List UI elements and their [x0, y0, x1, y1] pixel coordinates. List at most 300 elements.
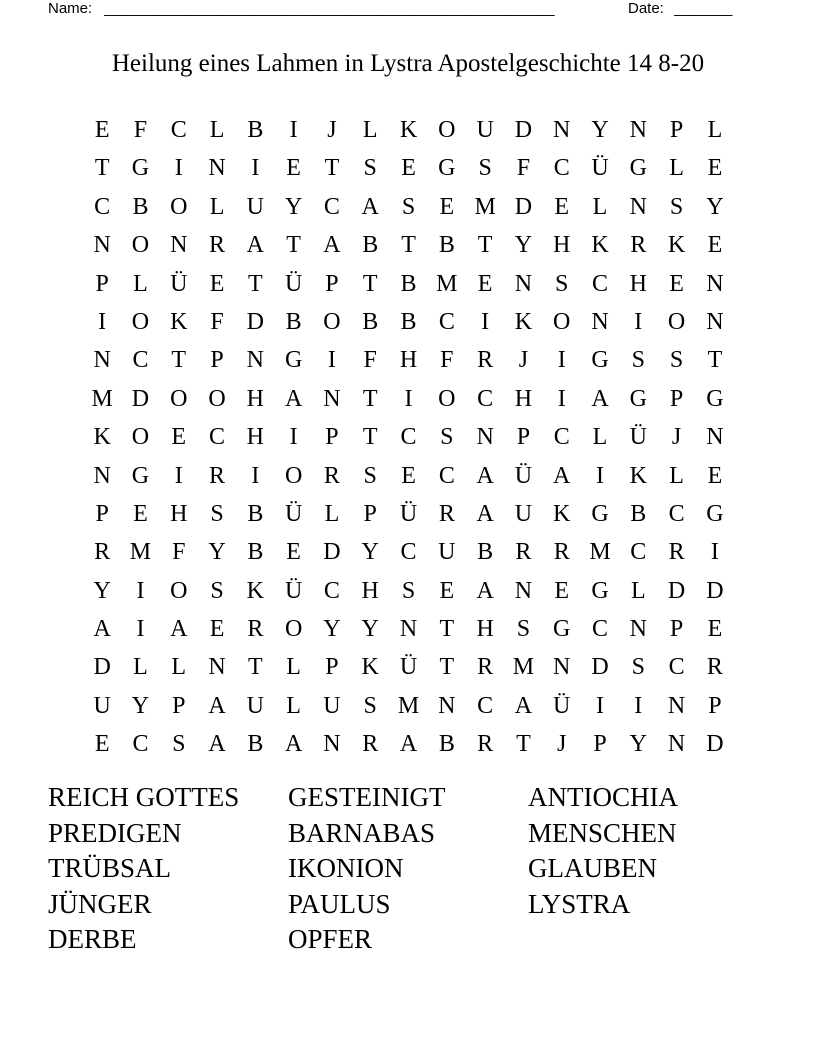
grid-cell[interactable]: I [289, 117, 298, 143]
grid-cell[interactable]: J [671, 424, 682, 451]
grid-cell[interactable]: I [289, 424, 298, 451]
grid-cell[interactable]: I [251, 155, 260, 182]
grid-cell[interactable]: G [706, 500, 724, 527]
grid-row [83, 421, 734, 459]
grid-cell[interactable]: F [363, 347, 377, 374]
grid-cell[interactable]: C [209, 424, 226, 451]
grid-cell[interactable]: N [323, 385, 341, 412]
grid-cell[interactable]: N [323, 731, 341, 758]
grid-cell[interactable]: Ü [553, 692, 571, 719]
grid-cell[interactable]: G [629, 385, 647, 412]
grid-row [83, 114, 734, 152]
grid-cell[interactable]: L [286, 654, 301, 681]
grid-cell[interactable]: B [247, 117, 264, 143]
grid-cell[interactable]: R [477, 731, 494, 758]
grid-cell[interactable]: B [247, 731, 264, 758]
grid-cell[interactable]: N [706, 270, 724, 297]
grid-cell[interactable]: Y [323, 616, 341, 643]
grid-cell[interactable]: L [592, 424, 608, 451]
grid-cell[interactable]: J [327, 117, 337, 143]
grid-cell[interactable]: R [438, 500, 455, 527]
grid-cell[interactable]: E [286, 155, 301, 182]
grid-cell[interactable]: D [591, 654, 609, 681]
grid-cell[interactable]: R [630, 232, 647, 259]
grid-cell[interactable]: N [591, 308, 609, 335]
grid-cell[interactable]: D [706, 731, 724, 758]
grid-cell[interactable]: H [246, 385, 264, 412]
grid-cell[interactable]: N [629, 117, 647, 143]
grid-cell[interactable]: N [667, 731, 686, 758]
grid-cell[interactable]: L [171, 654, 187, 681]
grid-cell[interactable]: B [400, 308, 417, 335]
grid-cell[interactable]: O [323, 308, 341, 335]
grid-cell[interactable]: H [170, 500, 188, 527]
word-list-item: OPFER [288, 924, 373, 954]
grid-cell[interactable]: Ü [399, 654, 418, 681]
grid-cell[interactable]: R [477, 347, 494, 374]
grid-cell[interactable]: N [514, 270, 533, 297]
grid-cell[interactable]: E [707, 616, 723, 643]
grid-cell[interactable]: K [667, 232, 686, 259]
grid-cell[interactable]: S [631, 654, 645, 681]
grid-cell[interactable]: A [170, 616, 188, 643]
grid-cell[interactable]: K [170, 308, 188, 335]
grid-cell[interactable]: A [514, 692, 533, 719]
grid-cell[interactable]: O [170, 385, 188, 412]
grid-cell[interactable]: K [514, 308, 533, 335]
grid-cell[interactable]: Y [591, 117, 609, 143]
grid-cell[interactable]: P [593, 731, 607, 758]
grid-cell[interactable]: C [132, 731, 149, 758]
grid-cell[interactable]: A [476, 462, 494, 489]
grid-cell[interactable]: I [98, 308, 107, 335]
grid-cell[interactable]: A [284, 385, 303, 412]
grid-cell[interactable]: K [399, 117, 418, 143]
grid-cell[interactable]: E [707, 155, 723, 182]
grid-cell[interactable]: R [209, 462, 226, 489]
grid-cell[interactable]: T [707, 347, 723, 374]
grid-cell[interactable]: T [248, 270, 263, 297]
grid-cell[interactable]: G [591, 577, 609, 604]
grid-cell[interactable]: L [133, 270, 148, 297]
grid-cell[interactable]: N [514, 577, 533, 604]
grid-cell[interactable]: N [208, 654, 226, 681]
grid-cell[interactable]: P [95, 500, 109, 527]
grid-cell[interactable]: S [669, 347, 684, 374]
letter-grid [83, 114, 734, 767]
grid-cell[interactable]: D [131, 385, 150, 412]
grid-cell[interactable]: Y [208, 539, 226, 566]
grid-cell[interactable]: N [438, 692, 456, 719]
grid-cell[interactable]: L [592, 193, 608, 220]
grid-row [83, 575, 734, 613]
grid-cell[interactable]: B [438, 232, 455, 259]
grid-cell[interactable]: S [516, 616, 531, 643]
grid-cell[interactable]: O [284, 616, 303, 643]
grid-cell[interactable]: S [440, 424, 454, 451]
grid-cell[interactable]: M [474, 193, 496, 220]
grid-cell[interactable]: H [361, 577, 379, 604]
grid-cell[interactable]: D [514, 117, 533, 143]
grid-cell[interactable]: J [518, 347, 529, 374]
grid-cell[interactable]: C [132, 347, 149, 374]
grid-cell[interactable]: E [554, 193, 570, 220]
grid-cell[interactable]: A [361, 193, 379, 220]
grid-cell[interactable]: U [438, 539, 456, 566]
grid-cell[interactable]: R [323, 462, 340, 489]
date-blank-line: _______ [674, 0, 733, 17]
grid-cell[interactable]: N [93, 347, 111, 374]
grid-cell[interactable]: L [324, 500, 340, 527]
grid-cell[interactable]: F [516, 155, 531, 182]
grid-cell[interactable]: R [515, 539, 532, 566]
grid-cell[interactable]: G [553, 616, 571, 643]
grid-cell[interactable]: N [208, 155, 226, 182]
grid-cell[interactable]: G [284, 347, 303, 374]
grid-cell[interactable]: A [323, 232, 341, 259]
grid-cell[interactable]: A [208, 731, 226, 758]
grid-cell[interactable]: A [553, 462, 571, 489]
grid-cell[interactable]: M [512, 654, 535, 681]
grid-cell[interactable]: S [210, 500, 224, 527]
grid-cell[interactable]: T [248, 654, 263, 681]
grid-cell[interactable]: B [400, 270, 417, 297]
grid-cell[interactable]: T [286, 232, 301, 259]
grid-cell[interactable]: E [94, 117, 110, 143]
grid-cell[interactable]: B [362, 232, 379, 259]
grid-cell[interactable]: H [553, 232, 571, 259]
grid-cell[interactable]: C [438, 308, 455, 335]
grid-cell[interactable]: H [399, 347, 418, 374]
grid-cell[interactable]: L [209, 117, 225, 143]
grid-cell[interactable]: A [476, 577, 494, 604]
grid-cell[interactable]: U [246, 692, 264, 719]
grid-cell[interactable]: G [591, 347, 609, 374]
grid-cell[interactable]: N [399, 616, 418, 643]
grid-cell[interactable]: G [591, 500, 609, 527]
grid-cell[interactable]: E [209, 270, 225, 297]
grid-cell[interactable]: S [172, 731, 186, 758]
grid-cell[interactable]: P [210, 347, 224, 374]
grid-cell[interactable]: O [131, 232, 150, 259]
grid-cell[interactable]: H [514, 385, 533, 412]
grid-cell[interactable]: F [210, 308, 224, 335]
grid-cell[interactable]: T [401, 232, 416, 259]
word-list [48, 780, 768, 958]
grid-cell[interactable]: M [589, 539, 611, 566]
grid-cell[interactable]: N [93, 462, 111, 489]
grid-cell[interactable]: S [363, 462, 377, 489]
grid-cell[interactable]: C [592, 270, 609, 297]
grid-cell[interactable]: A [208, 692, 226, 719]
grid-cell[interactable]: L [630, 577, 646, 604]
grid-cell[interactable]: E [707, 232, 723, 259]
grid-cell[interactable]: R [209, 232, 226, 259]
grid-cell[interactable]: E [401, 462, 416, 489]
grid-cell[interactable]: E [439, 193, 455, 220]
grid-cell[interactable]: L [669, 462, 684, 489]
grid-cell[interactable]: D [323, 539, 341, 566]
grid-cell[interactable]: G [706, 385, 724, 412]
grid-cell[interactable]: S [631, 347, 645, 374]
grid-cell[interactable]: D [246, 308, 264, 335]
grid-cell[interactable]: E [209, 616, 225, 643]
grid-cell[interactable]: C [477, 692, 494, 719]
grid-cell[interactable]: E [286, 539, 301, 566]
grid-cell[interactable]: G [438, 155, 456, 182]
grid-cell[interactable]: E [171, 424, 187, 451]
grid-cell[interactable]: M [397, 692, 420, 719]
grid-cell[interactable]: L [362, 117, 378, 143]
grid-cell[interactable]: P [325, 424, 339, 451]
grid-cell[interactable]: P [325, 654, 339, 681]
grid-cell[interactable]: S [401, 193, 416, 220]
grid-cell[interactable]: I [174, 462, 183, 489]
grid-cell[interactable]: N [476, 424, 494, 451]
grid-cell[interactable]: E [94, 731, 110, 758]
grid-cell[interactable]: N [93, 232, 111, 259]
grid-cell[interactable]: C [323, 193, 340, 220]
grid-cell[interactable]: H [476, 616, 494, 643]
grid-cell[interactable]: F [172, 539, 186, 566]
grid-cell[interactable]: Ü [170, 270, 188, 297]
grid-cell[interactable]: Y [706, 193, 724, 220]
grid-cell[interactable]: Ü [284, 270, 303, 297]
grid-cell[interactable]: S [363, 155, 377, 182]
grid-cell[interactable]: B [477, 539, 494, 566]
grid-cell[interactable]: O [208, 385, 226, 412]
grid-cell[interactable]: K [361, 654, 379, 681]
grid-cell[interactable]: P [516, 424, 531, 451]
grid-cell[interactable]: O [131, 424, 150, 451]
grid-cell[interactable]: I [404, 385, 413, 412]
grid-cell[interactable]: E [439, 577, 455, 604]
grid-cell[interactable]: K [591, 232, 609, 259]
grid-cell[interactable]: Ü [514, 462, 533, 489]
grid-cell[interactable]: J [557, 731, 567, 758]
grid-cell[interactable]: P [669, 385, 684, 412]
grid-cell[interactable]: Y [629, 731, 647, 758]
grid-cell[interactable]: I [557, 385, 566, 412]
grid-cell[interactable]: N [667, 692, 686, 719]
grid-cell[interactable]: B [438, 731, 455, 758]
grid-cell[interactable]: G [629, 155, 647, 182]
grid-cell[interactable]: S [669, 193, 684, 220]
grid-cell[interactable]: R [94, 539, 111, 566]
grid-cell[interactable]: M [91, 385, 113, 412]
grid-cell[interactable]: Ü [284, 577, 303, 604]
grid-cell[interactable]: L [286, 692, 301, 719]
grid-cell[interactable]: T [94, 155, 110, 182]
grid-cell[interactable]: I [596, 692, 604, 719]
grid-row [83, 460, 734, 498]
grid-cell[interactable]: E [401, 155, 416, 182]
grid-cell[interactable]: I [557, 347, 566, 374]
grid-cell[interactable]: C [400, 424, 417, 451]
grid-cell[interactable]: L [209, 193, 225, 220]
grid-cell[interactable]: N [553, 117, 571, 143]
grid-cell[interactable]: P [669, 616, 684, 643]
grid-cell[interactable]: B [285, 308, 302, 335]
grid-cell[interactable]: Ü [284, 500, 303, 527]
grid-cell[interactable]: Ü [591, 155, 609, 182]
grid-cell[interactable]: E [477, 270, 493, 297]
grid-cell[interactable]: I [327, 347, 336, 374]
grid-cell[interactable]: K [246, 577, 264, 604]
grid-cell[interactable]: T [516, 731, 531, 758]
grid-cell[interactable]: K [93, 424, 111, 451]
grid-cell[interactable]: B [247, 500, 264, 527]
grid-cell[interactable]: R [668, 539, 685, 566]
grid-cell[interactable]: K [553, 500, 571, 527]
grid-cell[interactable]: O [170, 577, 188, 604]
grid-cell[interactable]: S [478, 155, 492, 182]
grid-cell[interactable]: F [440, 347, 454, 374]
grid-cell[interactable]: C [668, 500, 685, 527]
grid-cell[interactable]: U [93, 692, 111, 719]
grid-cell[interactable]: S [555, 270, 569, 297]
grid-cell[interactable]: C [170, 117, 187, 143]
grid-cell[interactable]: Y [514, 232, 533, 259]
grid-cell[interactable]: P [172, 692, 186, 719]
grid-cell[interactable]: Y [361, 616, 379, 643]
grid-cell[interactable]: L [133, 654, 148, 681]
grid-cell[interactable]: I [136, 577, 145, 604]
grid-cell[interactable]: O [131, 308, 150, 335]
grid-cell[interactable]: T [324, 155, 340, 182]
grid-cell[interactable]: I [634, 692, 643, 719]
grid-cell[interactable]: U [476, 117, 494, 143]
word-list-item: IKONION [288, 853, 404, 883]
grid-cell[interactable]: Y [284, 193, 303, 220]
grid-cell[interactable]: C [592, 616, 609, 643]
grid-cell[interactable]: G [131, 462, 150, 489]
grid-cell[interactable]: M [436, 270, 458, 297]
grid-cell[interactable]: E [669, 270, 684, 297]
grid-cell[interactable]: R [362, 731, 379, 758]
grid-cell[interactable]: S [363, 692, 377, 719]
grid-cell[interactable]: M [129, 539, 152, 566]
grid-cell[interactable]: P [95, 270, 109, 297]
grid-cell[interactable]: T [477, 232, 493, 259]
grid-cell[interactable]: E [133, 500, 148, 527]
grid-cell[interactable]: N [170, 232, 188, 259]
grid-cell[interactable]: O [667, 308, 686, 335]
grid-cell[interactable]: C [400, 539, 417, 566]
grid-cell[interactable]: U [246, 193, 264, 220]
grid-cell[interactable]: Y [361, 539, 379, 566]
grid-cell[interactable]: B [247, 539, 264, 566]
grid-cell[interactable]: C [553, 424, 570, 451]
grid-cell[interactable]: C [630, 539, 647, 566]
grid-cell[interactable]: T [362, 424, 378, 451]
grid-cell[interactable]: C [323, 577, 340, 604]
grid-cell[interactable]: O [438, 385, 456, 412]
grid-cell[interactable]: D [514, 193, 533, 220]
grid-cell[interactable]: Y [93, 577, 111, 604]
grid-cell[interactable]: A [284, 731, 303, 758]
grid-cell[interactable]: U [323, 692, 341, 719]
grid-cell[interactable]: A [399, 731, 418, 758]
grid-cell[interactable]: N [246, 347, 264, 374]
grid-cell[interactable]: T [171, 347, 187, 374]
grid-cell[interactable]: R [477, 654, 494, 681]
grid-cell[interactable]: N [553, 654, 571, 681]
grid-cell[interactable]: O [438, 117, 456, 143]
grid-cell[interactable]: I [634, 308, 643, 335]
grid-row [83, 498, 734, 536]
grid-cell[interactable]: B [132, 193, 149, 220]
grid-cell[interactable]: I [710, 539, 719, 566]
grid-cell[interactable]: P [669, 117, 684, 143]
grid-cell[interactable]: I [136, 616, 145, 643]
grid-cell[interactable]: U [514, 500, 533, 527]
grid-cell[interactable]: I [251, 462, 260, 489]
grid-cell[interactable]: N [629, 616, 647, 643]
grid-cell[interactable]: R [553, 539, 570, 566]
grid-cell[interactable]: R [706, 654, 723, 681]
grid-cell[interactable]: A [93, 616, 111, 643]
grid-cell[interactable]: H [246, 424, 264, 451]
grid-cell[interactable]: G [131, 155, 150, 182]
word-list-item: LYSTRA [528, 888, 631, 919]
grid-cell[interactable]: I [481, 308, 490, 335]
grid-cell[interactable]: T [362, 270, 378, 297]
grid-cell[interactable]: E [554, 577, 570, 604]
grid-cell[interactable]: T [362, 385, 378, 412]
grid-cell[interactable]: R [247, 616, 264, 643]
grid-cell[interactable]: A [246, 232, 264, 259]
grid-cell[interactable]: A [591, 385, 609, 412]
grid-cell[interactable]: D [93, 654, 111, 681]
grid-cell[interactable]: N [706, 424, 724, 451]
grid-cell[interactable]: L [669, 155, 684, 182]
grid-cell[interactable]: C [477, 385, 494, 412]
grid-cell[interactable]: H [629, 270, 647, 297]
grid-cell[interactable]: P [325, 270, 339, 297]
grid-cell[interactable]: Ü [399, 500, 418, 527]
grid-cell[interactable]: C [94, 193, 111, 220]
grid-cell[interactable]: B [630, 500, 647, 527]
grid-cell[interactable]: O [170, 193, 188, 220]
grid-cell[interactable]: P [708, 692, 722, 719]
grid-cell[interactable]: L [707, 117, 723, 143]
grid-cell[interactable]: D [706, 577, 724, 604]
grid-cell[interactable]: T [439, 654, 455, 681]
grid-cell[interactable]: D [667, 577, 686, 604]
grid-cell[interactable]: O [284, 462, 303, 489]
grid-cell[interactable]: S [401, 577, 416, 604]
grid-cell[interactable]: I [596, 462, 604, 489]
grid-cell[interactable]: S [210, 577, 224, 604]
grid-cell[interactable]: C [553, 155, 570, 182]
grid-cell[interactable]: N [706, 308, 724, 335]
grid-cell[interactable]: K [629, 462, 647, 489]
grid-cell[interactable]: T [439, 616, 455, 643]
grid-cell[interactable]: P [363, 500, 377, 527]
grid-cell[interactable]: O [553, 308, 571, 335]
grid-cell[interactable]: Y [131, 692, 150, 719]
grid-cell[interactable]: F [133, 117, 148, 143]
grid-cell[interactable]: E [707, 462, 723, 489]
grid-cell[interactable]: A [476, 500, 494, 527]
grid-cell[interactable]: C [438, 462, 455, 489]
grid-cell[interactable]: N [629, 193, 647, 220]
grid-cell[interactable]: B [362, 308, 379, 335]
grid-cell[interactable]: Ü [629, 424, 647, 451]
grid-cell[interactable]: I [174, 155, 183, 182]
grid-cell[interactable]: C [668, 654, 685, 681]
